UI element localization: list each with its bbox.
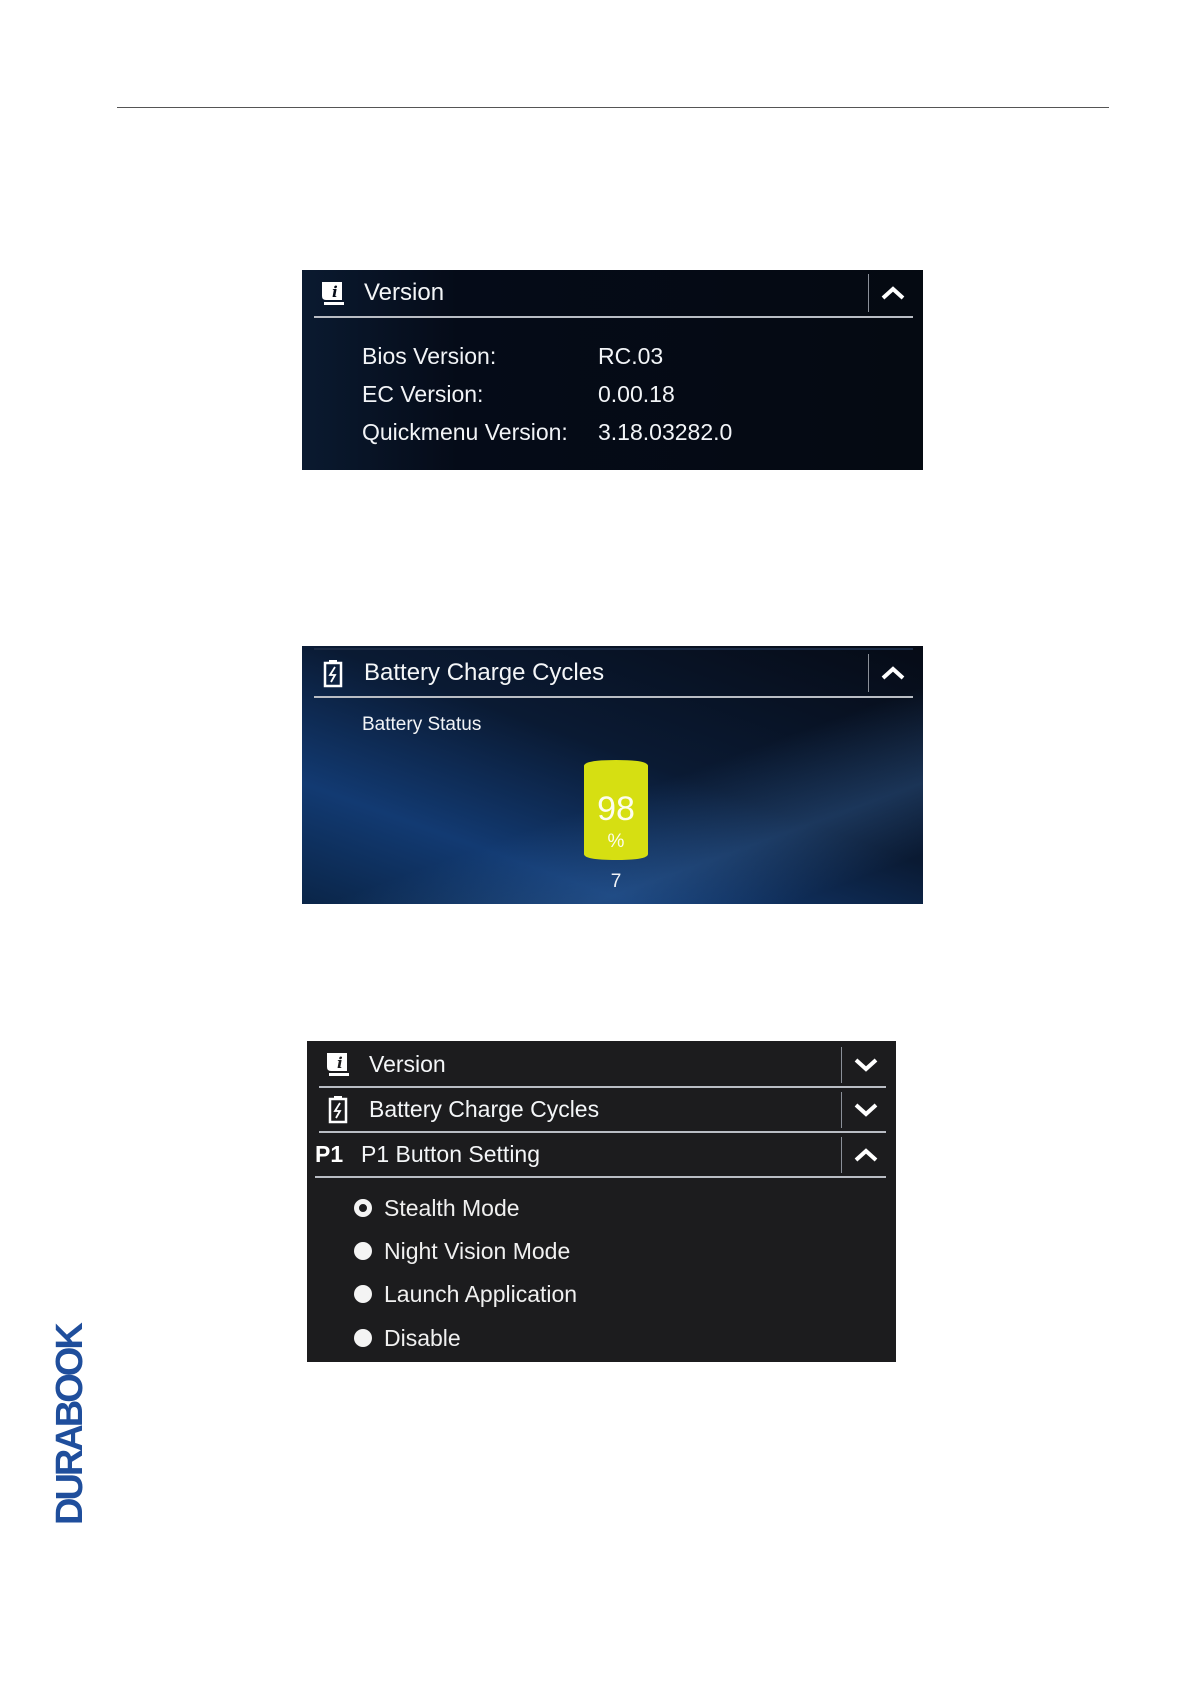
version-row-title: Version [369, 1051, 446, 1077]
radio-button-selected[interactable] [354, 1199, 372, 1217]
quickmenu-version-value: 3.18.03282.0 [598, 419, 733, 445]
row-divider [841, 1137, 842, 1173]
battery-title: Battery Charge Cycles [364, 659, 605, 686]
radio-label: Night Vision Mode [384, 1237, 571, 1264]
bios-version-value: RC.03 [598, 343, 664, 369]
durabook-logo: DURABOOK [49, 1325, 91, 1525]
bios-version-label: Bios Version: [362, 343, 497, 369]
chevron-down-icon [853, 1102, 879, 1118]
version-collapsed-row[interactable] [319, 1043, 886, 1088]
radio-label: Launch Application [384, 1280, 578, 1307]
ec-version-label: EC Version: [362, 381, 484, 407]
p1-button-setting-row[interactable] [315, 1133, 886, 1178]
p1-settings-panel [307, 1041, 896, 1362]
battery-charge-icon [318, 658, 348, 688]
radio-label: Disable [384, 1324, 461, 1351]
radio-button[interactable] [354, 1285, 372, 1303]
expand-button[interactable] [846, 1088, 886, 1131]
p1-tag: P1 [315, 1141, 344, 1167]
radio-launch-application[interactable] [354, 1279, 577, 1309]
radio-night-vision-mode[interactable] [354, 1236, 570, 1266]
chevron-up-icon [853, 1147, 879, 1163]
expand-button[interactable] [846, 1043, 886, 1086]
battery-collapsed-row[interactable] [319, 1088, 886, 1133]
header-divider [868, 274, 869, 312]
quickmenu-version-label: Quickmenu Version: [362, 419, 568, 445]
battery-cycle-count: 7 [610, 871, 622, 892]
battery-status-label: Battery Status [362, 714, 482, 735]
ec-version-value: 0.00.18 [598, 381, 675, 407]
p1-row-title: P1 Button Setting [361, 1141, 541, 1167]
info-book-icon [323, 1049, 353, 1079]
battery-row-title: Battery Charge Cycles [369, 1096, 600, 1122]
collapse-button[interactable] [873, 270, 913, 316]
chevron-up-icon [880, 285, 906, 301]
battery-panel [302, 646, 923, 904]
info-book-icon [318, 278, 348, 308]
collapse-button[interactable] [846, 1133, 886, 1176]
page-top-rule [117, 107, 1109, 108]
svg-text:i: i [332, 283, 338, 301]
radio-stealth-mode[interactable] [354, 1193, 520, 1223]
radio-label: Stealth Mode [384, 1194, 520, 1221]
battery-charge-icon [323, 1094, 353, 1124]
collapse-button[interactable] [873, 650, 913, 696]
radio-disable[interactable] [354, 1323, 461, 1353]
battery-header[interactable] [314, 648, 913, 698]
radio-button[interactable] [354, 1242, 372, 1260]
version-panel [302, 270, 923, 470]
version-title: Version [364, 279, 445, 306]
chevron-up-icon [880, 665, 906, 681]
battery-percent: 98 [597, 790, 635, 828]
radio-button[interactable] [354, 1329, 372, 1347]
version-header[interactable] [314, 270, 913, 318]
chevron-down-icon [853, 1057, 879, 1073]
row-divider [841, 1047, 842, 1083]
battery-percent-sign: % [607, 831, 625, 852]
svg-text:i: i [337, 1054, 343, 1072]
row-divider [841, 1092, 842, 1128]
header-divider [868, 654, 869, 692]
